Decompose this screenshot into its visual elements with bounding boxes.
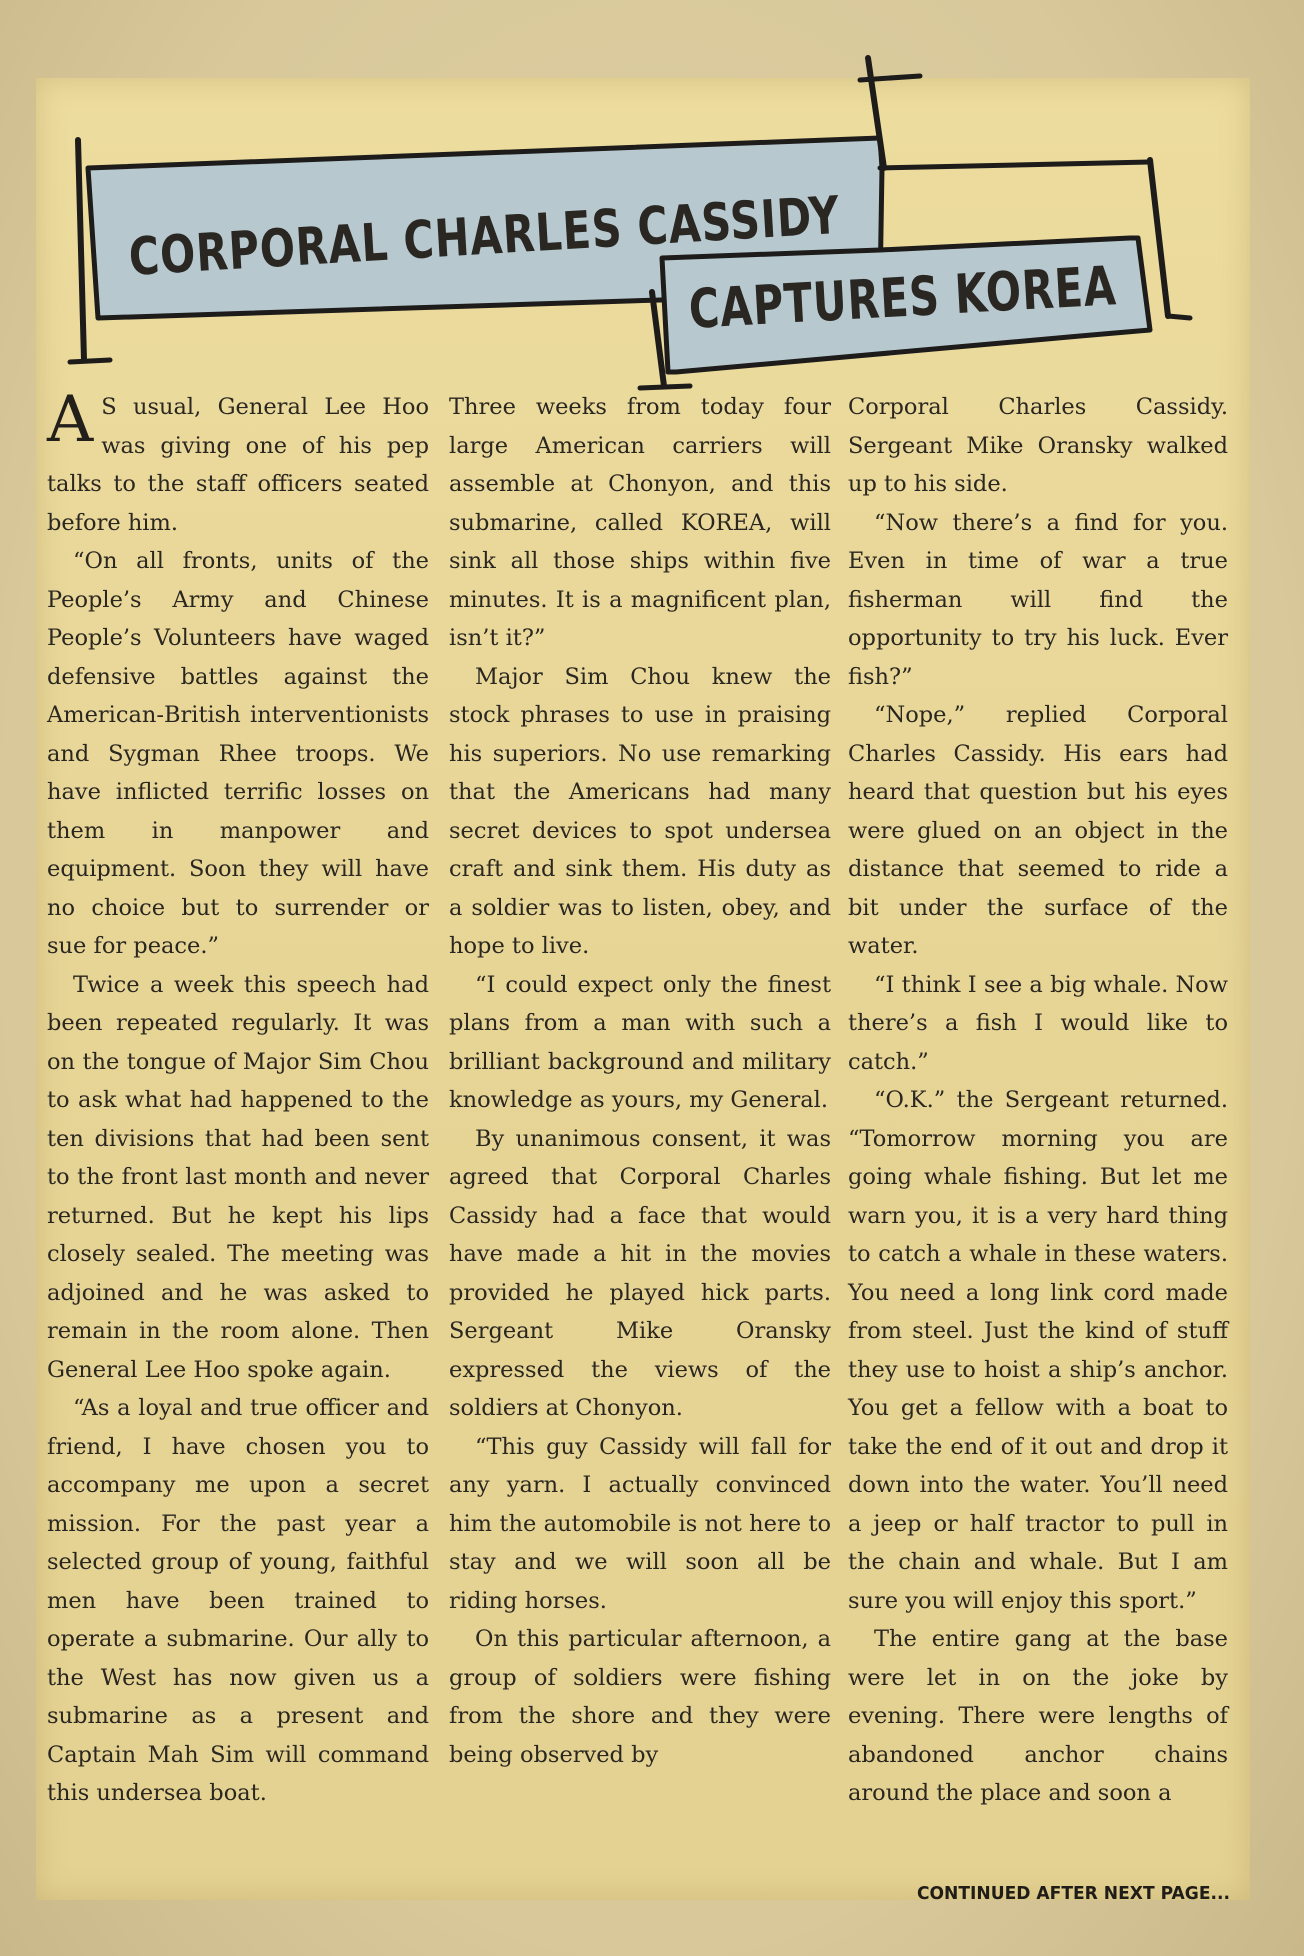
paragraph: “This guy Cassidy will fall for any yarn. I actually convinced him the automobile is not here to stay and we will soon all be riding horses. [449, 1433, 831, 1614]
paragraph: “On all fronts, units of the People’s Army and Chinese People’s Volunteers have waged defensive battles against the American-British interventionists and Sygman Rhee troops. We have inflicted terrific losses on them in manpower and equipment. Soon they will have no choice but to surrender or sue for peace.” [47, 548, 429, 959]
paragraph: On this particular afternoon, a group of soldiers were fishing from the shore and they were being observed by [449, 1626, 831, 1768]
paragraph: “Nope,” replied Corporal Charles Cassidy. His ears had heard that question but his eyes were glued on an object in the distance that seemed to ride a bit under the surface of the water. [848, 702, 1228, 959]
paragraph: The entire gang at the base were let in on the joke by evening. There were lengths of abandoned anchor chains around the place and soon a [848, 1626, 1228, 1806]
text-column-2 [449, 388, 831, 1774]
paragraph: “I could expect only the finest plans from a man with such a brilliant background and military knowledge as yours, my General. [449, 971, 831, 1113]
paragraph: “O.K.” the Sergeant returned. “Tomorrow morning you are going whale fishing. But let me warn you, it is a very hard thing to catch a whale in these waters. You need a long link cord made from steel. Just the kind of stuff they use to hoist a ship’s anchor. You get a fellow with a boat to take the end of it out and drop it down into the water. You’ll need a jeep or half tractor to pull in the chain and whale. But I am sure you will enjoy this sport.” [848, 1087, 1228, 1614]
paragraph: A S usual, General Lee Hoo was giving one of his pep talks to the staff officers seated before him. [47, 383, 429, 536]
title-banner [0, 0, 1304, 400]
paragraph: Three weeks from today four large American carriers will assemble at Chonyon, and this submarine, called KOREA, will sink all those ships within five minutes. It is a magnificent plan, isn’t it?” [449, 394, 831, 651]
paragraph: “I think I see a big whale. Now there’s a fish I would like to catch.” [848, 971, 1228, 1075]
drop-cap: A [47, 383, 94, 457]
paragraph: Twice a week this speech had been repeated regularly. It was on the tongue of Major Sim Chou to ask what had happened to the ten divisions that had been sent to the front last month and never returned. But he kept his lips closely sealed. The meeting was adjoined and he was asked to remain in the room alone. Then General Lee Hoo spoke again. [47, 971, 429, 1383]
text-column-3 [848, 388, 1228, 1813]
paragraph: Major Sim Chou knew the stock phrases to use in praising his superiors. No use remarking that the Americans had many secret devices to spot undersea craft and sink them. His duty as a soldier was to listen, obey, and hope to live. [449, 663, 831, 959]
title-line-2: CAPTURES KOREA [687, 246, 1248, 341]
paragraph: By unanimous consent, it was agreed that Corporal Charles Cassidy had a face that would have made a hit in the movies provided he played hick parts. Sergeant Mike Oransky expressed the views of the soldiers at Chonyon. [449, 1125, 831, 1421]
text-column-1 [47, 383, 429, 1813]
paragraph: “Now there’s a find for you. Even in time of war a true fisherman will find the opportunity to try his luck. Ever fish?” [848, 509, 1228, 690]
title-line-1: CORPORAL CHARLES CASSIDY [127, 175, 1023, 288]
continued-note: CONTINUED AFTER NEXT PAGE... [916, 1883, 1230, 1904]
paragraph: “As a loyal and true officer and friend, I have chosen you to accompany me upon a secret mission. For the past year a selected group of young, faithful men have been trained to operate a submarine. Our ally to the West has now given us a submarine as a present and Captain Mah Sim will command this undersea boat. [47, 1395, 429, 1806]
paragraph: Corporal Charles Cassidy. Sergeant Mike Oransky walked up to his side. [848, 394, 1228, 497]
